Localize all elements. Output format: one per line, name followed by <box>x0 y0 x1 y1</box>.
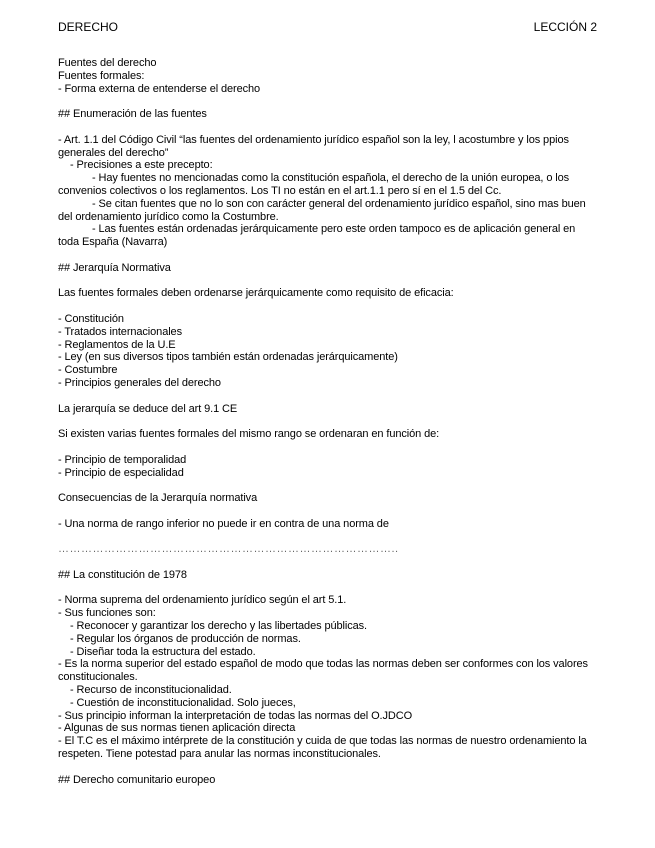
list-item: - Reconocer y garantizar los derecho y las libertades públicas. <box>70 620 367 633</box>
text-line: La jerarquía se deduce del art 9.1 CE <box>58 402 238 415</box>
list-item: - Ley (en sus diversos tipos también están ordenadas jerárquicamente) <box>58 351 398 364</box>
blank-line <box>58 275 598 288</box>
blank-line <box>58 530 598 543</box>
list-item: - Regular los órganos de producción de normas. <box>70 632 301 645</box>
list-item: - Reglamentos de la U.E <box>58 338 176 351</box>
list-item: - Precisiones a este precepto: <box>70 159 213 172</box>
list-item: - Recurso de inconstitucionalidad. <box>70 684 232 697</box>
list-item: - Una norma de rango inferior no puede ir en contra de una norma de <box>58 517 389 530</box>
list-item: - Norma suprema del ordenamiento jurídico según el art 5.1. <box>58 594 347 607</box>
blank-line <box>58 95 598 108</box>
list-item: - Diseñar toda la estructura del estado. <box>70 645 256 658</box>
list-item: - Costumbre <box>58 364 118 377</box>
blank-line <box>58 300 598 313</box>
list-item: - Las fuentes están ordenadas jerárquicamente pero este orden tampoco es de aplicación general en toda España (Navarra) <box>58 223 576 249</box>
list-item: - Sus funciones son: <box>58 607 156 620</box>
section-heading: ## Enumeración de las fuentes <box>58 108 207 121</box>
text-line: Consecuencias de la Jerarquía normativa <box>58 492 258 505</box>
list-item: - Hay fuentes no mencionadas como la constitución española, el derecho de la unión europea, o los convenios colectivos o los reglamentos. Los TI no están en el art.1.1 pero sí en el 1.5 del Cc. <box>58 172 570 197</box>
text-line: Las fuentes formales deben ordenarse jerárquicamente como requisito de eficacia: <box>58 287 454 300</box>
blank-line <box>58 582 598 595</box>
blank-line <box>58 556 598 569</box>
blank-line <box>58 415 598 428</box>
text-line: Fuentes del derecho <box>58 57 157 69</box>
blank-line <box>58 249 598 262</box>
list-item: - El T.C es el máximo intérprete de la constitución y cuida de que todas las normas de nuestro ordenamiento la respeten. Tiene potestad para anular las normas inconstitucionales. <box>58 735 587 761</box>
header-lesson: LECCIÓN 2 <box>533 20 597 34</box>
blank-line <box>58 761 598 774</box>
list-item: - Cuestión de inconstitucionalidad. Solo jueces, <box>70 696 296 709</box>
ellipsis-line: …………………………………………………………………………….. <box>58 543 399 556</box>
list-item: - Es la norma superior del estado español de modo que todas las normas deben ser conformes con los valores constitucionales. <box>58 658 588 684</box>
blank-line <box>58 121 598 134</box>
blank-line <box>58 390 598 403</box>
list-item: - Constitución <box>58 312 124 325</box>
header-subject: DERECHO <box>58 20 119 34</box>
section-heading: ## Jerarquía Normativa <box>58 261 171 274</box>
list-item: - Principio de especialidad <box>58 466 184 479</box>
list-item: - Art. 1.1 del Código Civil “las fuentes del ordenamiento jurídico español son la ley, l acostumbre y los ppios generales del derecho” <box>58 133 569 159</box>
section-heading: ## La constitución de 1978 <box>58 568 187 581</box>
text-line: Fuentes formales: <box>58 69 145 82</box>
list-item: - Algunas de sus normas tienen aplicación directa <box>58 722 296 735</box>
list-item: - Sus principio informan la interpretación de todas las normas del O.JDCO <box>58 709 413 722</box>
page-header <box>58 19 597 35</box>
list-item: - Forma externa de entenderse el derecho <box>58 82 261 95</box>
text-line: Si existen varias fuentes formales del mismo rango se ordenaran en función de: <box>58 428 440 441</box>
list-item: - Tratados internacionales <box>58 325 182 338</box>
list-item: - Se citan fuentes que no lo son con carácter general del ordenamiento jurídico español, sino mas buen del ordenamiento jurídico como la Costumbre. <box>58 197 586 223</box>
blank-line <box>58 441 598 454</box>
blank-line <box>58 505 598 518</box>
blank-line <box>58 479 598 492</box>
list-item: - Principio de temporalidad <box>58 453 187 466</box>
section-heading: ## Derecho comunitario europeo <box>58 773 216 786</box>
document-body <box>58 57 598 786</box>
list-item: - Principios generales del derecho <box>58 376 221 389</box>
